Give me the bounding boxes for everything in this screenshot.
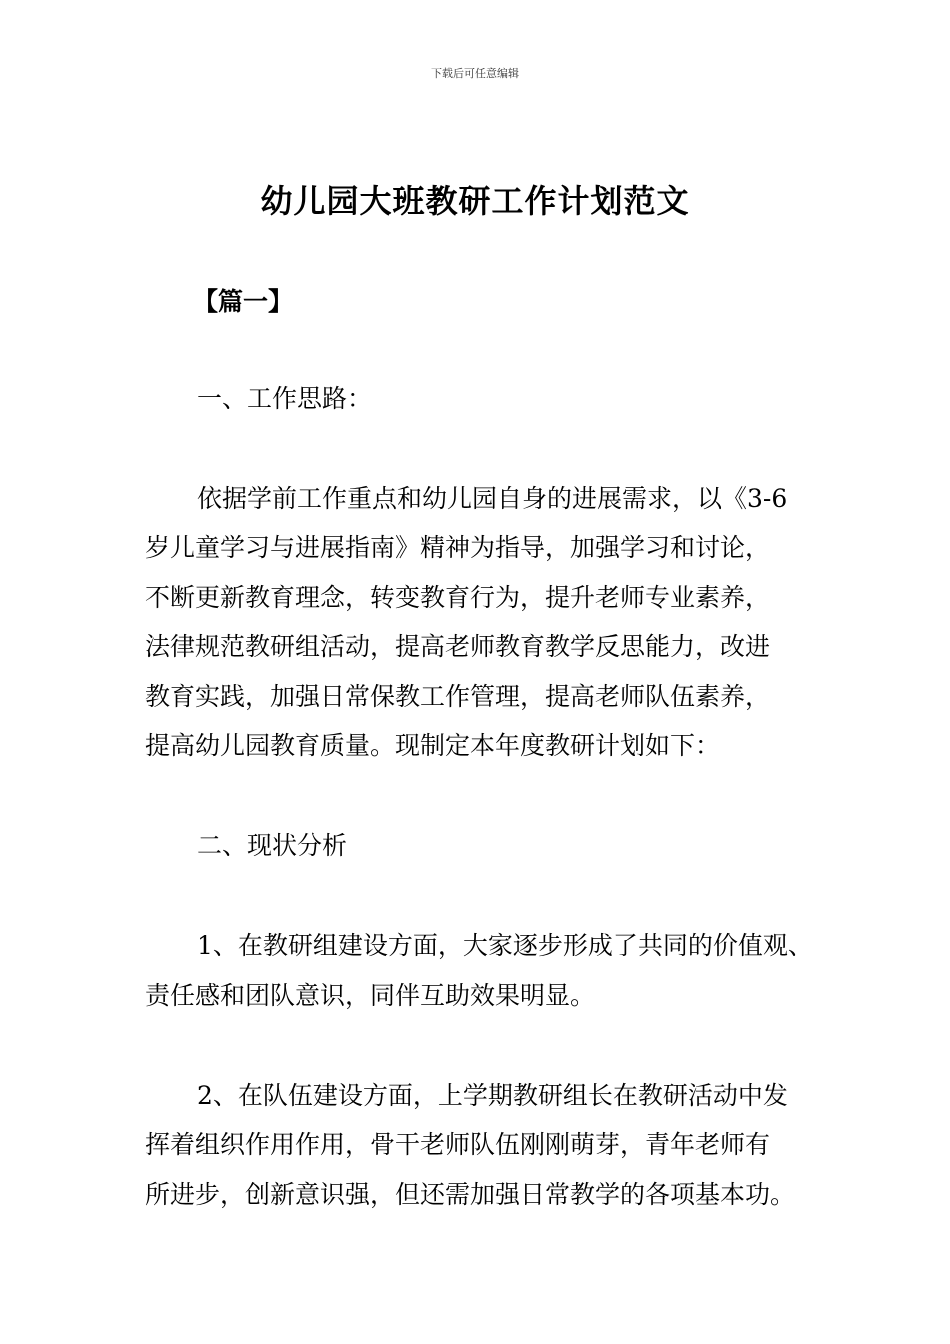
- header-note: 下载后可任意编辑: [431, 67, 519, 80]
- document-title: 幼儿园大班教研工作计划范文: [260, 182, 690, 220]
- paragraph-line: 所进步，创新意识强，但还需加强日常教学的各项基本功。: [145, 1180, 796, 1209]
- paragraph-line: 岁儿童学习与进展指南》精神为指导，加强学习和讨论，: [145, 533, 771, 562]
- paragraph-line: 提高幼儿园教育质量。现制定本年度教研计划如下：: [145, 731, 721, 760]
- paragraph-line: 2、在队伍建设方面，上学期教研组长在教研活动中发: [197, 1081, 788, 1110]
- section-heading-2: 二、现状分析: [197, 831, 348, 860]
- paragraph-line: 1、在教研组建设方面，大家逐步形成了共同的价值观、: [197, 931, 813, 960]
- paragraph-line: 教育实践，加强日常保教工作管理，提高老师队伍素养，: [145, 682, 771, 711]
- paragraph-line: 法律规范教研组活动，提高老师教育教学反思能力，改进: [145, 632, 771, 661]
- paragraph-line: 责任感和团队意识，同伴互助效果明显。: [145, 981, 596, 1010]
- paragraph-line: 挥着组织作用作用，骨干老师队伍刚刚萌芽，青年老师有: [145, 1130, 771, 1159]
- section-mark: 【篇一】: [193, 287, 294, 316]
- paragraph-line: 依据学前工作重点和幼儿园自身的进展需求，以《3-6: [197, 484, 788, 513]
- paragraph-line: 不断更新教育理念，转变教育行为，提升老师专业素养，: [145, 583, 771, 612]
- section-heading-1: 一、工作思路：: [197, 384, 373, 413]
